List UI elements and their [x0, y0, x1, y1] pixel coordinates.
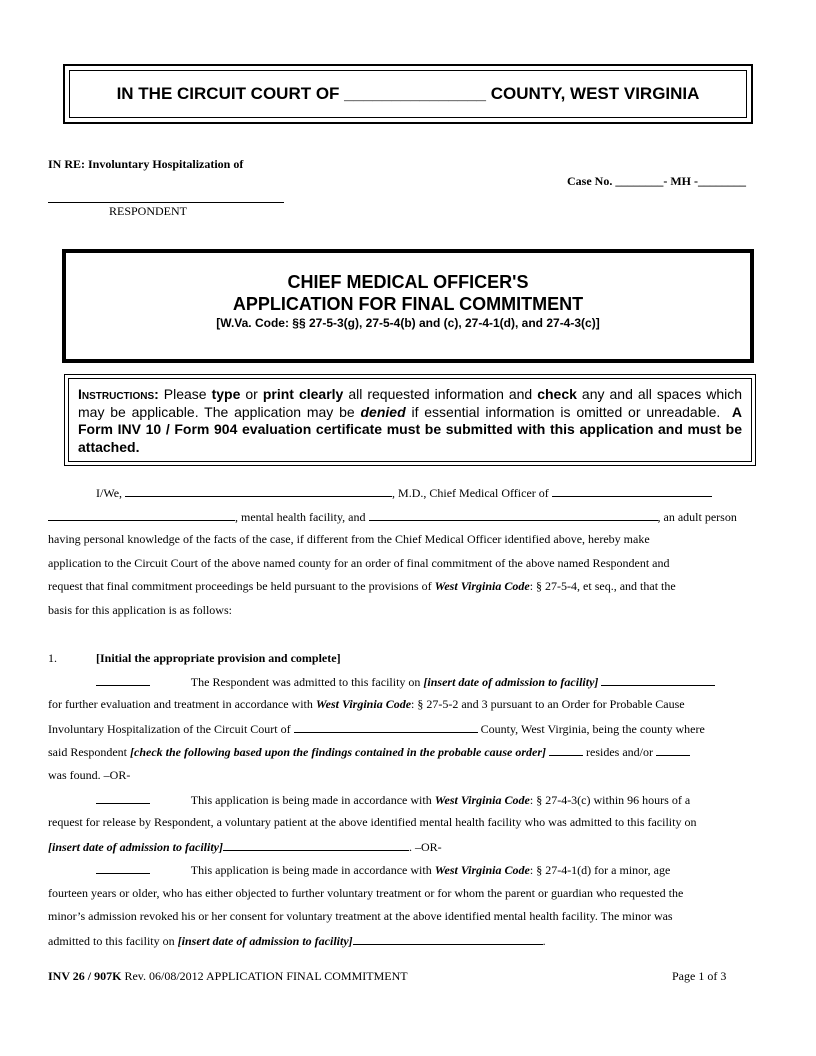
- voluntary-admission-date-field[interactable]: [223, 839, 409, 851]
- instructions-box: [64, 374, 756, 466]
- case-number: Case No. ________- MH -________: [567, 174, 746, 188]
- court-header-box: [63, 64, 753, 124]
- page-number: Page 1 of 3: [672, 969, 727, 983]
- body-text: : § 27-4-1(d) for a minor, age: [529, 863, 671, 877]
- body-text: This application is being made in accordance with: [190, 793, 432, 807]
- physician-name-field[interactable]: [125, 485, 392, 497]
- form-title-line1: CHIEF MEDICAL OFFICER'S: [287, 272, 529, 292]
- county-field[interactable]: [294, 721, 478, 733]
- form-title-box: [62, 249, 754, 363]
- form-id: INV 26 / 907K: [48, 969, 122, 983]
- option-2-line-1: [96, 792, 690, 808]
- option-1-line-1: [96, 674, 715, 690]
- body-text: Involuntary Hospitalization of the Circuit Court of: [48, 722, 291, 736]
- body-line-3: having personal knowledge of the facts of the case, if different from the Chief Medical Officer identified above, hereby make: [48, 532, 650, 546]
- form-title-line2: APPLICATION FOR FINAL COMMITMENT: [232, 294, 584, 314]
- field-hint: [insert date of admission to facility]: [177, 934, 353, 948]
- respondent-label: RESPONDENT: [109, 204, 188, 218]
- facility-name-field-2[interactable]: [48, 509, 235, 521]
- option-3-line-1: [96, 862, 670, 878]
- body-line-2: [48, 509, 737, 525]
- body-text: County, West Virginia, being the county where: [480, 722, 705, 736]
- body-line-6: basis for this application is as follows:: [48, 603, 232, 617]
- body-text: resides and/or: [586, 745, 653, 759]
- body-line-1: [96, 485, 712, 501]
- body-text: request that final commitment proceedings be held pursuant to the provisions of: [48, 579, 432, 593]
- form-revision: Rev. 06/08/2012 APPLICATION FINAL COMMITMENT: [124, 969, 408, 983]
- respondent-name-line[interactable]: [48, 202, 284, 203]
- code-citation: West Virginia Code: [315, 697, 412, 711]
- code-citation: West Virginia Code: [434, 579, 530, 593]
- body-line-5: [48, 579, 676, 594]
- instr-text: or: [245, 386, 258, 402]
- instr-keyword-denied: denied: [360, 403, 406, 420]
- instr-text: Please: [163, 386, 207, 402]
- court-title: IN THE CIRCUIT COURT OF _______________ COUNTY, WEST VIRGINIA: [116, 84, 700, 103]
- adult-person-field[interactable]: [369, 509, 658, 521]
- field-hint: [check the following based upon the findings contained in the probable cause order]: [130, 745, 547, 759]
- code-citation: West Virginia Code: [434, 793, 530, 807]
- body-text: : § 27-4-3(c) within 96 hours of a: [529, 793, 691, 807]
- body-text: .: [542, 934, 546, 948]
- option-3-line-2: fourteen years or older, who has either objected to further voluntary treatment or for whom the parent or guardian who requested the: [48, 886, 684, 900]
- option-1-line-2: [48, 697, 685, 712]
- instr-text: if essential information is omitted or unreadable.: [411, 403, 721, 420]
- body-text: : § 27-5-2 and 3 pursuant to an Order for Probable Cause: [411, 697, 685, 711]
- body-text: , an adult person: [657, 510, 737, 524]
- facility-name-field[interactable]: [552, 485, 712, 497]
- option-1-line-5: was found. –OR-: [48, 768, 131, 782]
- court-header-inner: [69, 70, 747, 118]
- body-text: . –OR-: [409, 840, 442, 854]
- section-number: 1.: [48, 651, 57, 665]
- body-line-4: application to the Circuit Court of the above named county for an order of final commitment of the above named Respondent and: [48, 556, 670, 570]
- section-heading: [Initial the appropriate provision and complete]: [96, 651, 341, 665]
- body-text: I/We,: [96, 486, 123, 500]
- option-2-line-2: request for release by Respondent, a voluntary patient at the above identified mental health facility who was admitted to this facility on: [48, 815, 697, 829]
- option-2-initial-field[interactable]: [96, 792, 150, 804]
- option-3-initial-field[interactable]: [96, 862, 150, 874]
- body-text: The Respondent was admitted to this facility on: [190, 675, 421, 689]
- instr-keyword: print clearly: [262, 386, 344, 402]
- body-text: , mental health facility, and: [235, 510, 366, 524]
- option-3-line-3: minor’s admission revoked his or her consent for voluntary treatment at the above identified mental health facility. The minor was: [48, 909, 673, 923]
- instructions-label: Instructions:: [78, 386, 159, 402]
- found-check-field[interactable]: [656, 744, 690, 756]
- option-1-line-4: [48, 744, 690, 760]
- instr-keyword: check: [537, 386, 577, 402]
- code-citation: West Virginia Code: [434, 863, 530, 877]
- instr-attachment-requirement: A Form INV 10 / Form 904 evaluation certificate must be submitted with this application and must be attached.: [78, 403, 743, 455]
- option-3-line-4: [48, 933, 546, 949]
- resides-check-field[interactable]: [549, 744, 583, 756]
- option-2-line-3: [48, 839, 442, 855]
- body-text: for further evaluation and treatment in accordance with: [48, 697, 313, 711]
- option-1-line-3: [48, 721, 705, 737]
- body-text: This application is being made in accordance with: [190, 863, 432, 877]
- option-1-initial-field[interactable]: [96, 674, 150, 686]
- in-re-caption: IN RE: Involuntary Hospitalization of: [48, 157, 244, 171]
- instr-text: all requested information and: [348, 386, 533, 402]
- body-text: : § 27-5-4, et seq., and that the: [529, 579, 676, 593]
- body-text: said Respondent: [48, 745, 127, 759]
- minor-admission-date-field[interactable]: [353, 933, 543, 945]
- field-hint: [insert date of admission to facility]: [48, 840, 223, 854]
- instr-keyword: type: [211, 386, 241, 402]
- admission-date-field[interactable]: [601, 674, 715, 686]
- instructions-text: [68, 378, 752, 462]
- field-hint: [insert date of admission to facility]: [423, 675, 599, 689]
- footer-form-info: [48, 969, 408, 984]
- instr-text: any and all spaces which may be applicable. The application may be: [78, 386, 743, 420]
- body-text: , M.D., Chief Medical Officer of: [392, 486, 549, 500]
- body-text: admitted to this facility on: [48, 934, 175, 948]
- statute-citation: [W.Va. Code: §§ 27-5-3(g), 27-5-4(b) and (c), 27-4-1(d), and 27-4-3(c)]: [216, 316, 600, 330]
